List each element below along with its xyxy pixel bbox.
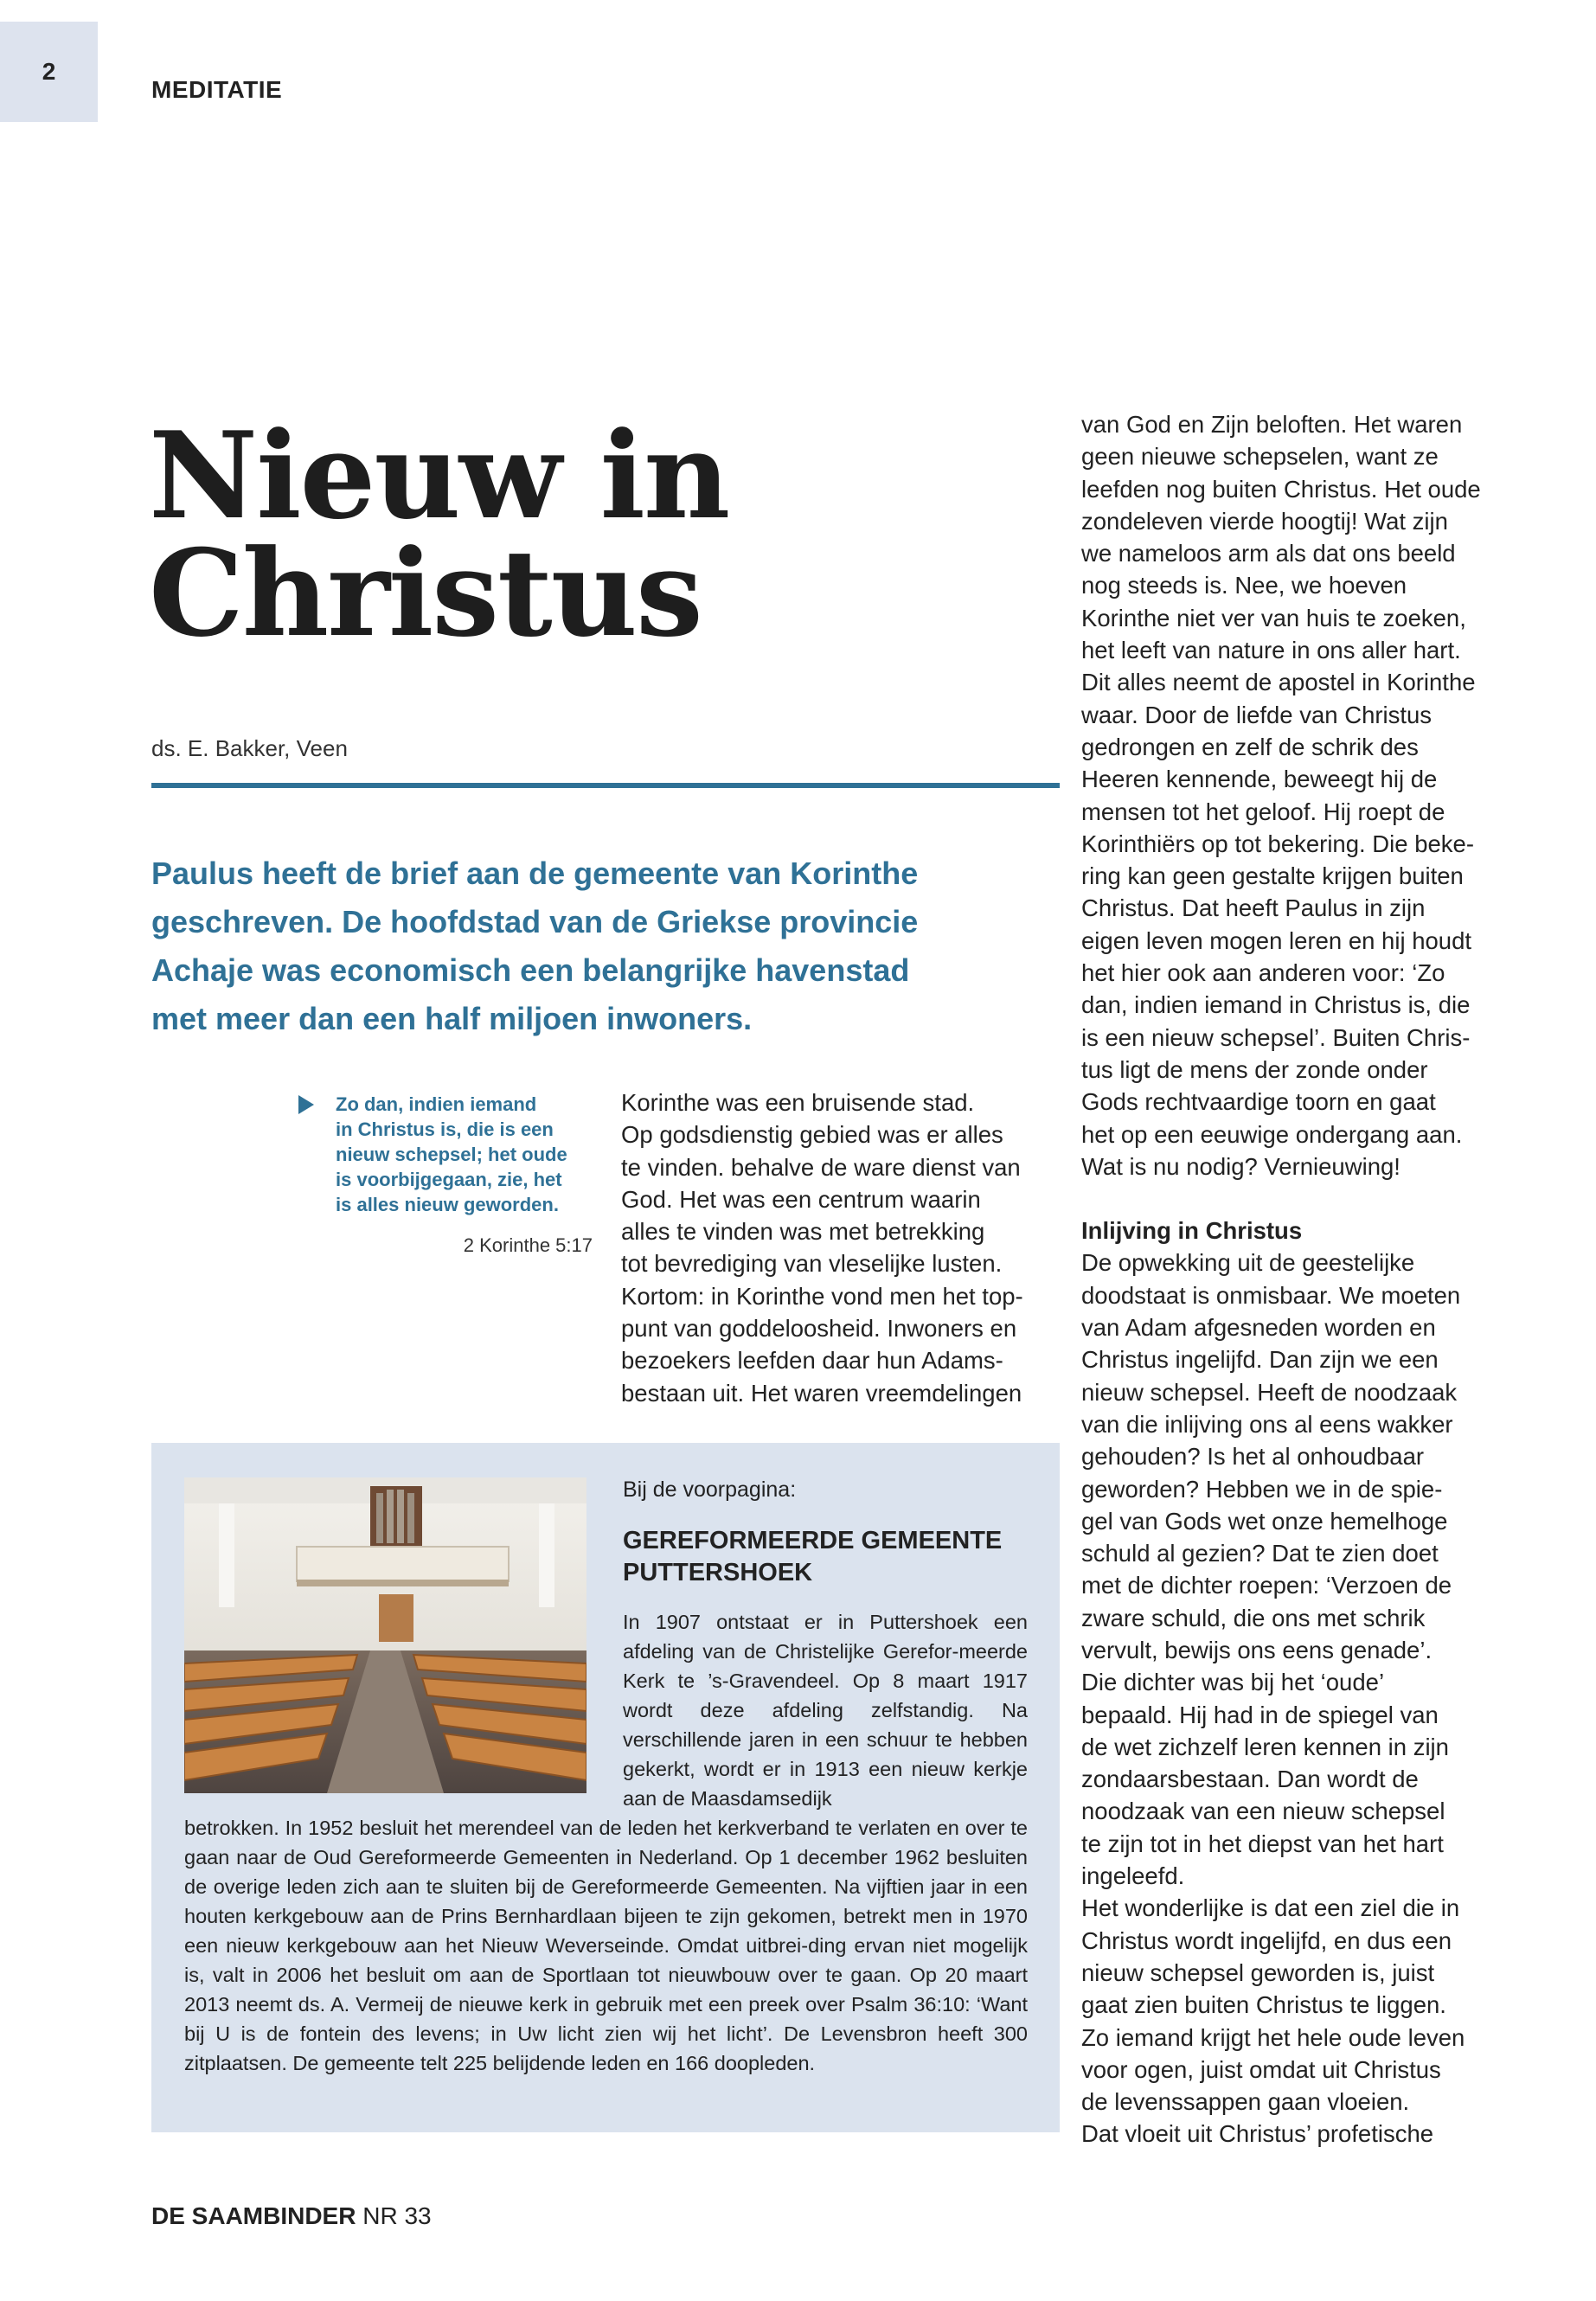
body-line: de wet zichzelf leren kennen in zijn bbox=[1081, 1733, 1449, 1760]
body-line: gaat zien buiten Christus te liggen. bbox=[1081, 1991, 1446, 2019]
right-column bbox=[1081, 408, 1531, 2150]
body-line: van Adam afgesneden worden en bbox=[1081, 1314, 1436, 1342]
body-line: Korinthe was een bruisende stad. bbox=[621, 1089, 975, 1116]
intro-line: Paulus heeft de brief aan de gemeente van Korinthe bbox=[151, 856, 919, 891]
body-line: mensen tot het geloof. Hij roept de bbox=[1081, 798, 1445, 825]
body-line: schuld al gezien? Dat te zien doet bbox=[1081, 1540, 1439, 1567]
body-line: Christus wordt ingelijfd, en dus een bbox=[1081, 1926, 1452, 1954]
body-line: Dit alles neemt de apostel in Korinthe bbox=[1081, 669, 1476, 696]
quote-reference: 2 Korinthe 5:17 bbox=[463, 1234, 593, 1256]
cover-title-line-1: GEREFORMEERDE GEMEENTE bbox=[623, 1527, 1003, 1554]
bible-quote bbox=[298, 1092, 593, 1257]
body-line: vervult, bewijs ons eens genade’. bbox=[1081, 1636, 1433, 1663]
quote-line: is voorbijgegaan, zie, het bbox=[336, 1169, 562, 1190]
body-line: geworden? Hebben we in de spie- bbox=[1081, 1475, 1443, 1503]
body-line: van die inlijving ons al eens wakker bbox=[1081, 1410, 1453, 1438]
body-line: punt van goddeloosheid. Inwoners en bbox=[621, 1315, 1017, 1343]
cover-info-box bbox=[151, 1443, 1060, 2132]
body-line: tus ligt de mens der zonde onder bbox=[1081, 1055, 1428, 1083]
cover-paragraph-full: betrokken. In 1952 besluit het merendeel van de leden het kerkverband te verlaten en over te gaan naar de Oud Gereformeerde Gemeenten in Nederland. Op 1 december 1962 besluiten de overige leden zich aan te sluiten bij de Gereformeerde Gemeenten. Na vijftien jaar in een houten kerkgebouw aan de Prins Bernhardlaan bijeen te zijn gekomen, betrekt men in 1970 een nieuw kerkgebouw aan het Nieuw Weverseinde. Omdat uitbrei-ding ervan niet mogelijk is, valt in 2006 het besluit om aan de Sportlaan tot nieuwbouw over te gaan. Op 20 maart 2013 neemt ds. A. Vermeij de nieuwe kerk in gebruik met een preek over Psalm 36:10: ‘Want bij U is de fontein des levens; in Uw licht zien wij het licht’. De Levensbron heeft 300 zitplaatsen. De gemeente telt 225 belijdende leden en 166 doopleden. bbox=[184, 1817, 1028, 2074]
body-line: bepaald. Hij had in de spiegel van bbox=[1081, 1701, 1439, 1728]
body-line: nieuw schepsel. Heeft de noodzaak bbox=[1081, 1378, 1458, 1406]
body-line: De opwekking uit de geestelijke bbox=[1081, 1249, 1415, 1277]
author-byline: ds. E. Bakker, Veen bbox=[151, 735, 348, 761]
church-interior-photo bbox=[184, 1477, 586, 1793]
intro-paragraph bbox=[151, 849, 1060, 1043]
magazine-name: DE SAAMBINDER bbox=[151, 2202, 356, 2229]
body-line: te vinden. behalve de ware dienst van bbox=[621, 1153, 1021, 1181]
body-line: tot bevrediging van vleselijke lusten. bbox=[621, 1250, 1003, 1278]
body-line: bezoekers leefden daar hun Adams- bbox=[621, 1347, 1003, 1375]
body-line: Korinthiërs op tot bekering. Die beke- bbox=[1081, 830, 1474, 857]
page-footer bbox=[151, 2202, 432, 2230]
cover-title-line-2: PUTTERSHOEK bbox=[623, 1559, 813, 1586]
title-line-2: Christus bbox=[149, 522, 702, 663]
body-line: nog steeds is. Nee, we hoeven bbox=[1081, 572, 1407, 599]
title-line-1: Nieuw in bbox=[149, 405, 729, 546]
article-title bbox=[149, 405, 1057, 663]
body-line: het leeft van nature in ons aller hart. bbox=[1081, 637, 1461, 664]
body-line: Zo iemand krijgt het hele oude leven bbox=[1081, 2023, 1465, 2051]
section-label: MEDITATIE bbox=[151, 76, 283, 103]
page-number-tab bbox=[0, 22, 98, 122]
body-line: gedrongen en zelf de schrik des bbox=[1081, 733, 1419, 760]
title-divider bbox=[151, 783, 1060, 788]
body-line: gehouden? Is het al onhoudbaar bbox=[1081, 1443, 1425, 1471]
body-line: Die dichter was bij het ‘oude’ bbox=[1081, 1669, 1385, 1696]
body-line: eigen leven mogen leren en hij houdt bbox=[1081, 926, 1472, 954]
quote-line: in Christus is, die is een bbox=[336, 1118, 554, 1140]
body-line: het hier ook aan anderen voor: ‘Zo bbox=[1081, 959, 1445, 987]
body-line: leefden nog buiten Christus. Het oude bbox=[1081, 475, 1481, 503]
intro-line: met meer dan een half miljoen inwoners. bbox=[151, 1001, 753, 1036]
intro-line: geschreven. De hoofdstad van de Griekse provincie bbox=[151, 904, 919, 939]
body-line: dan, indien iemand in Christus is, die bbox=[1081, 991, 1471, 1019]
body-line: ring kan geen gestalte krijgen buiten bbox=[1081, 862, 1464, 890]
quote-line: Zo dan, indien iemand bbox=[336, 1093, 537, 1115]
cover-paragraph-wrapped: In 1907 ontstaat er in Puttershoek een afdeling van de Christelijke Gerefor-meerde Kerk te ’s-Gravendeel. Op 8 maart 1917 wordt deze afdeling zelfstandig. Na verschillende jaren in een schuur te hebben gekerkt, wordt er in 1913 een nieuw kerkje aan de Maasdamsedijk bbox=[623, 1611, 1028, 1810]
body-line: ingeleefd. bbox=[1081, 1862, 1185, 1890]
body-line: Korinthe niet ver van huis te zoeken, bbox=[1081, 604, 1466, 631]
body-line: waar. Door de liefde van Christus bbox=[1081, 701, 1433, 728]
body-line: Wat is nu nodig? Vernieuwing! bbox=[1081, 1152, 1401, 1180]
body-line: met de dichter roepen: ‘Verzoen de bbox=[1081, 1572, 1452, 1599]
body-line: van God en Zijn beloften. Het waren bbox=[1081, 411, 1463, 438]
body-line: nieuw schepsel geworden is, juist bbox=[1081, 1958, 1435, 1986]
body-line: geen nieuwe schepselen, want ze bbox=[1081, 443, 1439, 471]
body-line: voor ogen, juist omdat uit Christus bbox=[1081, 2055, 1441, 2083]
quote-line: is alles nieuw geworden. bbox=[336, 1194, 559, 1215]
body-line: zondaarsbestaan. Dan wordt de bbox=[1081, 1766, 1419, 1793]
body-line: het op een eeuwige ondergang aan. bbox=[1081, 1120, 1463, 1148]
cover-title bbox=[623, 1525, 1021, 1589]
body-line: te zijn tot in het diepst van het hart bbox=[1081, 1830, 1444, 1857]
body-line: de levenssappen gaan vloeien. bbox=[1081, 2088, 1410, 2116]
body-line: Christus. Dat heeft Paulus in zijn bbox=[1081, 894, 1426, 922]
quote-line: nieuw schepsel; het oude bbox=[336, 1144, 567, 1165]
cover-label: Bij de voorpagina: bbox=[623, 1477, 797, 1502]
body-line: zondeleven vierde hoogtij! Wat zijn bbox=[1081, 507, 1448, 535]
quote-text bbox=[336, 1092, 593, 1217]
body-line: noodzaak van een nieuw schepsel bbox=[1081, 1798, 1445, 1825]
body-line: zware schuld, die ons met schrik bbox=[1081, 1604, 1426, 1631]
play-triangle-icon bbox=[298, 1095, 314, 1114]
body-line: Christus ingelijfd. Dan zijn we een bbox=[1081, 1346, 1439, 1374]
intro-line: Achaje was economisch een belangrijke havenstad bbox=[151, 952, 910, 988]
body-line: Kortom: in Korinthe vond men het top- bbox=[621, 1282, 1023, 1310]
body-line: is een nieuw schepsel’. Buiten Chris- bbox=[1081, 1023, 1471, 1051]
body-line: Gods rechtvaardige toorn en gaat bbox=[1081, 1088, 1436, 1116]
subheading: Inlijving in Christus bbox=[1081, 1217, 1303, 1245]
issue-number: NR 33 bbox=[362, 2202, 432, 2229]
body-line: Heeren kennende, beweegt hij de bbox=[1081, 766, 1438, 793]
middle-column bbox=[621, 1086, 1062, 1409]
page-number: 2 bbox=[42, 58, 56, 85]
body-line: gel van Gods wet onze hemelhoge bbox=[1081, 1507, 1448, 1535]
body-line: we nameloos arm als dat ons beeld bbox=[1081, 540, 1456, 567]
body-line: Het wonderlijke is dat een ziel die in bbox=[1081, 1894, 1460, 1922]
body-line: bestaan uit. Het waren vreemdelingen bbox=[621, 1379, 1022, 1407]
body-line: Dat vloeit uit Christus’ profetische bbox=[1081, 2120, 1434, 2148]
body-line: doodstaat is onmisbaar. We moeten bbox=[1081, 1281, 1461, 1309]
body-line: God. Het was een centrum waarin bbox=[621, 1185, 981, 1213]
body-line: alles te vinden was met betrekking bbox=[621, 1218, 985, 1246]
body-line: Op godsdienstig gebied was er alles bbox=[621, 1121, 1003, 1149]
